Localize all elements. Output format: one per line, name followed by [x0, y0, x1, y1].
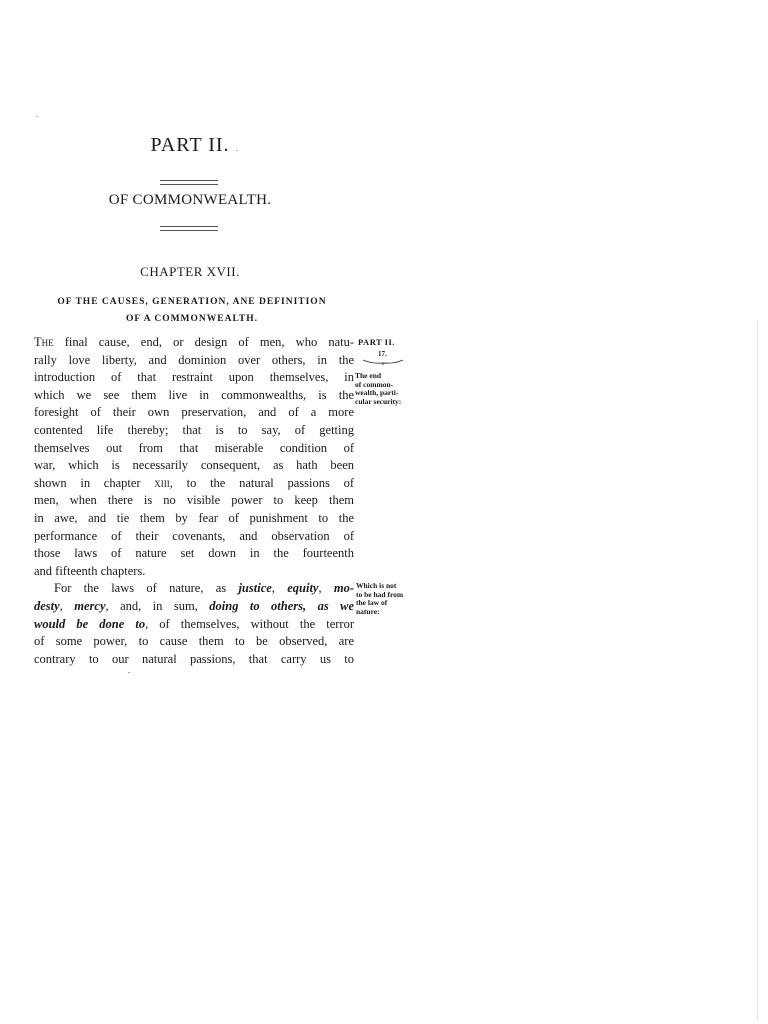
margin-note-line: wealth, parti-	[355, 388, 399, 397]
margin-chapter-number: 17.	[378, 350, 387, 358]
text-line: of some power, to cause them to be observed, are	[34, 634, 354, 649]
text-line: war, which is necessarily consequent, as hath been	[34, 458, 354, 473]
text-line	[34, 598, 354, 616]
margin-note-line: the law of	[356, 598, 388, 607]
text-span: , to the natural passions of	[169, 475, 354, 490]
text-line	[34, 580, 354, 598]
text-span: shown in chapter	[34, 475, 155, 490]
text-line	[34, 334, 354, 352]
emphasis: would be done to	[34, 616, 146, 631]
margin-note-line: of common-	[355, 379, 394, 389]
text-span: ,	[59, 598, 75, 613]
margin-brace	[362, 359, 404, 365]
emphasis: equity	[287, 581, 319, 596]
scan-speck	[36, 116, 38, 117]
chapter-subtitle	[34, 294, 350, 328]
emphasis: mo-	[333, 581, 355, 596]
chapter-heading: CHAPTER XVII.	[140, 264, 240, 279]
part-heading: OF COMMONWEALTH.	[108, 192, 272, 208]
margin-note-line: to be had from	[356, 589, 404, 599]
text-line: rally love liberty, and dominion over others, in the	[34, 352, 354, 367]
text-line: performance of their covenants, and observation of	[34, 528, 354, 543]
text-line	[34, 475, 354, 493]
scan-speck	[128, 672, 130, 673]
chapter-subtitle-line: OF THE CAUSES, GENERATION, ANE DEFINITION	[57, 297, 327, 307]
margin-note-line: cular security:	[355, 396, 402, 406]
text-line: contented life thereby; that is to say, of getting	[34, 422, 354, 437]
body-text	[34, 334, 354, 668]
text-line: contrary to our natural passions, that carry us to	[34, 651, 354, 666]
text-span: ,	[271, 581, 288, 596]
part-title: PART II.	[150, 134, 230, 156]
emphasis: doing to others, as we	[209, 598, 355, 613]
text-line	[34, 616, 354, 634]
text-line: which we see them live in commonwealths, is the	[34, 387, 354, 402]
emphasis: desty	[34, 598, 60, 613]
margin-note-law-of-nature	[356, 582, 403, 616]
page-edge	[757, 320, 758, 1020]
emphasis: justice	[238, 581, 272, 596]
margin-note-end-of-commonwealth	[355, 372, 401, 406]
text-line: and fifteenth chapters.	[34, 563, 146, 578]
margin-note-line: The end	[355, 371, 382, 380]
margin-part-label: PART II.	[358, 337, 395, 347]
drop-word: The	[34, 335, 54, 349]
text-span: final cause, end, or design of men, who natu-	[53, 335, 354, 349]
chapter-reference: xiii	[154, 475, 170, 490]
text-line: those laws of nature set down in the fourteenth	[34, 546, 354, 561]
text-span: For the laws of nature, as	[54, 581, 239, 596]
text-line: in awe, and tie them by fear of punishment to the	[34, 510, 354, 525]
emphasis: mercy	[74, 598, 106, 613]
ornamental-rule	[160, 226, 218, 231]
margin-note-line: Which is not	[356, 581, 397, 590]
chapter-subtitle-line: OF A COMMONWEALTH.	[125, 314, 259, 324]
ornamental-rule	[160, 180, 218, 185]
margin-note-line: nature:	[356, 606, 380, 616]
text-line: themselves out from that miserable condition of	[34, 440, 354, 455]
text-line: men, when there is no visible power to keep them	[34, 493, 354, 508]
text-span: , and, in sum,	[105, 598, 210, 613]
text-span: ,	[318, 581, 334, 596]
text-line: foresight of their own preservation, and of a more	[34, 405, 354, 420]
text-line: introduction of that restraint upon themselves, in	[34, 370, 354, 385]
text-span: , of themselves, without the terror	[145, 616, 354, 631]
